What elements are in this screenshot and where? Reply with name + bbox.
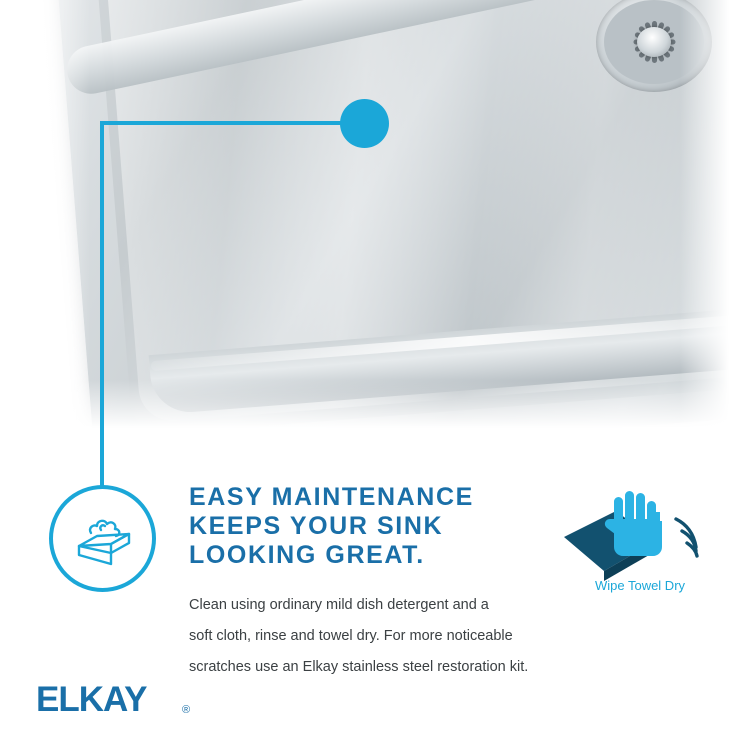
brand-logo [36,682,216,722]
towel-caption: Wipe Towel Dry [594,578,686,593]
sponge-icon [53,489,152,588]
motion-lines [676,519,697,556]
body-line-2: soft cloth, rinse and towel dry. For more noticeable [189,628,513,644]
headline-line-3: LOOKING GREAT. [189,541,425,569]
headline-line-2: KEEPS YOUR SINK [189,512,444,540]
body-line-1: Clean using ordinary mild dish detergent and a [189,597,489,613]
headline-line-1: EASY MAINTENANCE [189,483,474,511]
logo-registered-mark: ® [182,704,191,716]
drain-center-hub [637,27,671,57]
elkay-logo [36,682,216,722]
logo-wordmark: ELKAY [36,682,147,719]
photo-edge-fade-bottom [0,380,750,460]
callout-dot [340,99,389,148]
callout-leader-line-vertical [100,121,104,491]
sponge-icon-circle [49,485,156,592]
page-title [189,483,539,570]
body-line-3: scratches use an Elkay stainless steel restoration kit. [189,659,529,675]
callout-leader-line-horizontal [100,121,350,125]
body-copy [189,590,564,683]
